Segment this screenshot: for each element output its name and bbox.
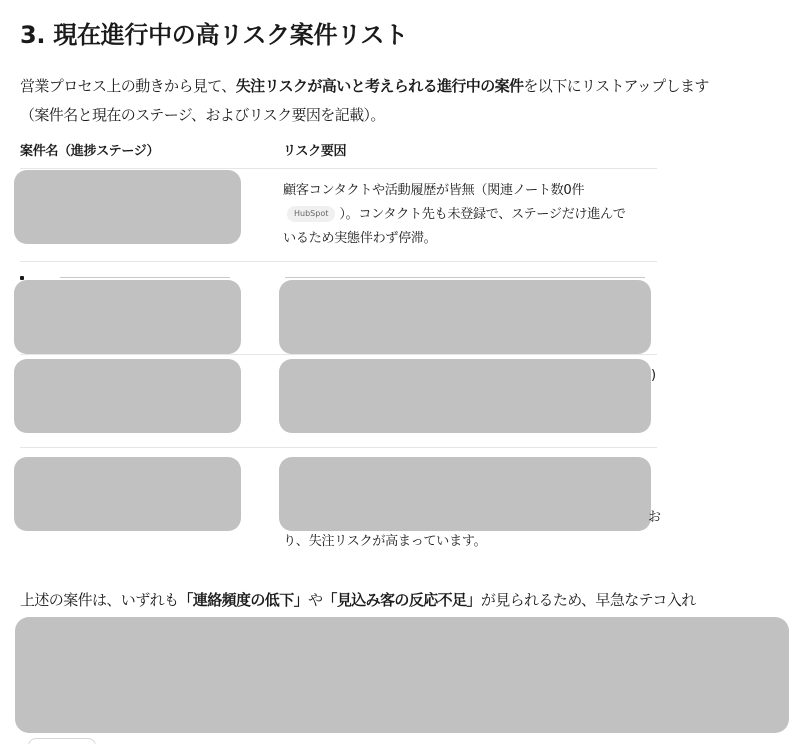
risk-cell-4-tail: り、失注リスクが高まっています。 <box>283 534 487 549</box>
summary-bold-1: 「連絡頻度の低下」 <box>178 591 309 609</box>
partial-text-fragment-right <box>285 277 645 278</box>
intro-text-after: を以下にリストアップします <box>523 77 709 95</box>
hubspot-badge[interactable]: HubSpot <box>287 206 335 222</box>
redacted-risk-4 <box>279 457 651 531</box>
redacted-risk-2 <box>279 280 651 354</box>
partial-glyph-row4: お <box>648 510 662 525</box>
header-divider <box>20 168 657 169</box>
risk-line-1: 顧客コンタクトや活動履歴が皆無（関連ノート数0件 <box>283 183 585 198</box>
row-divider-2 <box>20 354 657 355</box>
summary-text-3: が見られるため、早急なテコ入れ <box>480 591 696 609</box>
risk-line-3: いるため実態伴わず停滞。 <box>283 231 437 246</box>
partial-badge-edge <box>28 738 96 744</box>
intro-paragraph <box>20 72 805 130</box>
redacted-deal-name-2 <box>14 280 241 354</box>
summary-text-2: や <box>308 591 323 609</box>
row-divider-1 <box>20 261 657 262</box>
intro-line2: （案件名と現在のステージ、およびリスク要因を記載）。 <box>20 106 385 124</box>
redacted-deal-name-1 <box>14 170 241 244</box>
redacted-deal-name-4 <box>14 457 241 531</box>
partial-text-fragment-left <box>60 277 230 278</box>
redacted-deal-name-3 <box>14 359 241 433</box>
column-header-risk: リスク要因 <box>283 144 347 159</box>
row-divider-3 <box>20 447 657 448</box>
risk-cell-1 <box>283 179 663 251</box>
summary-bold-2: 「見込み客の反応不足」 <box>322 591 481 609</box>
section-heading: 3. 現在進行中の高リスク案件リスト <box>20 21 408 49</box>
intro-text-before: 営業プロセス上の動きから見て、 <box>20 77 236 95</box>
partial-glyph-row3: ) <box>651 368 657 383</box>
column-header-deal: 案件名（進捗ステージ） <box>20 144 160 159</box>
summary-paragraph <box>20 587 696 613</box>
redacted-risk-3 <box>279 359 651 433</box>
summary-text-1: 上述の案件は、いずれも <box>20 591 179 609</box>
redacted-summary-block <box>15 617 789 733</box>
risk-line-2: ）。コンタクト先も未登録で、ステージだけ進んで <box>339 207 626 222</box>
intro-bold-text: 失注リスクが高いと考えられる進行中の案件 <box>235 77 524 95</box>
